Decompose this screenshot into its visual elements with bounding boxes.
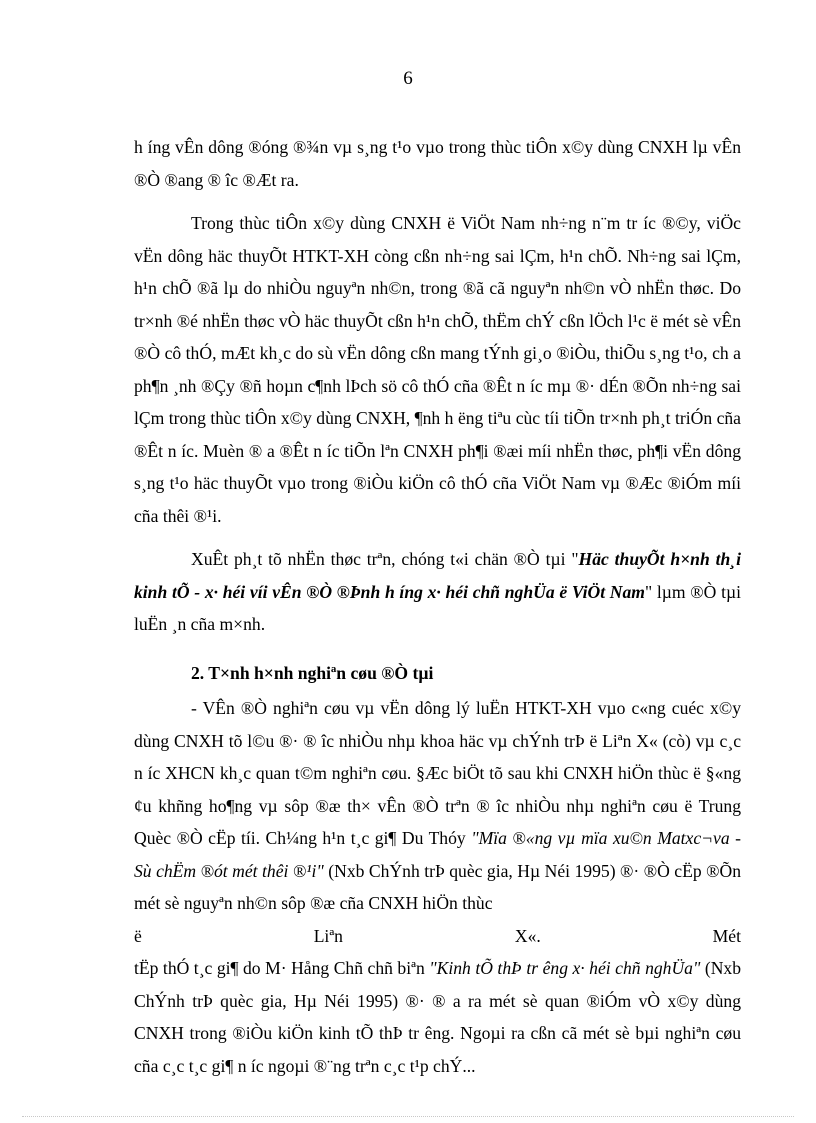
thesis-title: Häc thuyÕt h×nh th¸i kinh tÕ - x· héi víi vÊn ®Ò ®Þnh h íng x· héi chñ nghÜa ë ViÖt Nam <box>134 549 741 602</box>
book-title-2: "Kinh tÕ thÞ tr êng x· héi chñ nghÜa" <box>429 958 701 978</box>
spread-line <box>134 920 741 953</box>
paragraph-3 <box>134 543 741 641</box>
paragraph-4 <box>134 692 741 1082</box>
spread-word: Mét <box>712 925 741 946</box>
paragraph-3-text: XuÊt ph¸t tõ nhËn thøc trªn, chóng t«i chän ®Ò tµi " <box>191 549 579 569</box>
paragraph-1: h íng vÊn dông ®óng ®¾n vµ s¸ng t¹o vµo trong thùc tiÔn x©y dùng CNXH lµ vÊn ®Ò ®ang ® îc ®Æt ra. <box>134 137 741 190</box>
paragraph-4-part-2 <box>134 952 741 1082</box>
footer-divider <box>22 1116 794 1117</box>
paragraph-4-text-c: tËp thÓ t¸c gi¶ do M· Hång Chñ chñ biªn <box>134 958 430 978</box>
paragraph-4-text-a: - VÊn ®Ò nghiªn cøu vµ vËn dông lý luËn HTKT-XH vµo c«ng cuéc x©y dùng CNXH tõ l©u ®· ® îc nhiÒu nhµ khoa häc vµ chÝnh trÞ ë Liªn X« (cò) vµ c¸c n íc XHCN kh¸c quan t©m nghiªn cøu. §Æc biÖt tõ sau khi CNXH hiÖn thùc ë §«ng ¢u khñng ho¶ng vµ sôp ®æ th× vÊn ®Ò trªn ® îc nhiÒu nhµ nghiªn cøu ë Trung Quèc ®Ò cËp tíi. Ch¼ng h¹n t¸c gi¶ Du Thóy <box>134 698 741 848</box>
document-body <box>134 131 741 1082</box>
book-title-1: "Mïa ®«ng vµ mïa xu©n Matxc¬va - Sù chËm ®ót mét thêi ®¹i" <box>134 828 741 881</box>
spread-word: Liªn <box>313 925 343 946</box>
spread-word: ë <box>134 925 142 946</box>
section-heading: 2. T×nh h×nh nghiªn cøu ®Ò tµi <box>191 662 434 683</box>
paragraph-4-part-1 <box>134 692 741 920</box>
paragraph-4-text-b: (Nxb ChÝnh trÞ quèc gia, Hµ Néi 1995) ®· ®Ò cËp ®Õn mét sè nguyªn nh©n sôp ®æ cña CNXH hiÖn thùc <box>134 860 741 913</box>
spread-word: X«. <box>514 925 541 946</box>
paragraph-3-end: " lµm ®Ò tµi luËn ¸n cña m×nh. <box>134 581 741 634</box>
paragraph-2: Trong thùc tiÔn x©y dùng CNXH ë ViÖt Nam nh÷ng n¨m tr íc ®©y, viÖc vËn dông häc thuyÕt HTKT-XH còng cßn nh÷ng sai lÇm, h¹n chÕ. Nh÷ng sai lÇm, h¹n chÕ ®ã lµ do nhiÒu nguyªn nh©n, trong ®ã cã nguyªn nh©n vÒ nhËn thøc. Do tr×nh ®é nhËn thøc vÒ häc thuyÕt cßn h¹n chÕ, thËm chÝ cßn lÖch l¹c ë mét sè vÊn ®Ò cô thÓ, mÆt kh¸c do sù vËn dông cßn mang tÝnh gi¸o ®iÒu, thiÕu s¸ng t¹o, ch a ph¶n ¸nh ®Çy ®ñ hoµn c¶nh lÞch sö cô thÓ cña ®Êt n íc mµ ®· dÉn ®Õn nh÷ng sai lÇm trong thùc tiÔn x©y dùng CNXH, ¶nh h ëng tiªu cùc tíi tiÕn tr×nh ph¸t triÓn cña ®Êt n íc. Muèn ® a ®Êt n íc tiÕn lªn CNXH ph¶i ®æi míi nhËn thøc, ph¶i vËn dông s¸ng t¹o häc thuyÕt vµo trong ®iÒu kiÖn cô thÓ cña ViÖt Nam vµ ®Æc ®iÓm míi cña thêi ®¹i. <box>134 213 741 526</box>
paragraph-4-text-d: (Nxb ChÝnh trÞ quèc gia, Hµ Néi 1995) ®· ® a ra mét sè quan ®iÓm vÒ x©y dùng CNXH trong ®iÒu kiÖn kinh tÕ thÞ tr êng. Ngoµi ra cßn cã mét sè bµi nghiªn cøu cña c¸c t¸c gi¶ n íc ngoµi ®¨ng trªn c¸c t¹p chÝ... <box>134 958 742 1076</box>
page-number: 6 <box>403 68 413 89</box>
